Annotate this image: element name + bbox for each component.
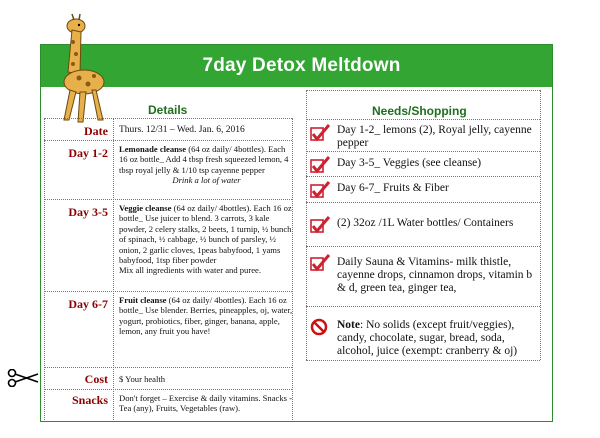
note-label: Note <box>337 319 360 331</box>
checkbox-checked-icon <box>309 124 331 142</box>
cleanse-name: Fruit cleanse <box>119 295 167 305</box>
grid-line <box>113 118 114 420</box>
grid-line <box>306 246 540 247</box>
grid-line <box>306 90 540 91</box>
cleanse-details: (64 oz daily/ 4bottles). Each 16 oz bottle_ Use blender. Berries, pineapples, oj, water, yogurt, probiotics, fiber, ginger, banana, apple, lemon, any fruit you have! <box>119 295 293 337</box>
need-item: Daily Sauna & Vitamins- milk thistle, cayenne drops, cinnamon drops, vitamin b & d, green tea, ginger tea, <box>337 256 533 294</box>
snacks-text: Don't forget – Exercise & daily vitamins. Snacks -Tea (any), Fruits, Vegetables (raw). <box>119 393 292 414</box>
needs-header: Needs/Shopping <box>372 104 467 118</box>
need-item: Day 3-5_ Veggies (see cleanse) <box>337 157 482 169</box>
day35-text <box>119 203 294 276</box>
checkbox-checked-icon <box>309 254 331 272</box>
prohibited-icon <box>310 318 328 336</box>
grid-line <box>44 140 292 141</box>
scissors-icon <box>6 369 40 387</box>
grid-line <box>44 291 292 292</box>
checkbox-checked-icon <box>309 156 331 174</box>
grid-line <box>44 389 292 390</box>
checkbox-checked-icon <box>309 216 331 234</box>
grid-line <box>306 151 540 152</box>
details-header: Details <box>148 103 188 117</box>
day67-text <box>119 295 294 337</box>
grid-line <box>306 306 540 307</box>
grid-line <box>306 90 307 360</box>
need-note <box>337 319 537 358</box>
need-item: Day 6-7_ Fruits & Fiber <box>337 182 449 194</box>
grid-line <box>306 176 540 177</box>
cleanse-name: Lemonade cleanse <box>119 144 187 154</box>
page-title: 7day Detox Meltdown <box>202 55 401 76</box>
row-label-snacks: Snacks <box>71 393 108 407</box>
cost-text: $ Your health <box>119 374 166 384</box>
note-text: : No solids (except fruit/veggies), candy, chocolate, sugar, bread, soda, alcohol, juice (exempt: cranberry & oj) <box>337 319 518 357</box>
grid-line <box>44 199 292 200</box>
giraffe-icon <box>54 12 124 124</box>
date-text: Thurs. 12/31 – Wed. Jan. 6, 2016 <box>119 125 245 135</box>
need-item: Day 1-2_ lemons (2), Royal jelly, cayenne pepper <box>337 124 532 149</box>
checkbox-checked-icon <box>309 181 331 199</box>
grid-line <box>306 202 540 203</box>
need-item: (2) 32oz /1L Water bottles/ Containers <box>337 217 514 229</box>
cleanse-details: (64 oz daily/ 4bottles). Each 16 oz bottle_ Add 4 tbsp fresh squeezed lemon, 4 tbsp royal jelly & 1/10 tsp cayenne pepper <box>119 144 289 175</box>
grid-line <box>540 90 541 360</box>
row-label-day67: Day 6-7 <box>68 297 108 311</box>
cleanse-note: Drink a lot of water <box>172 175 241 186</box>
row-label-date: Date <box>84 124 108 138</box>
grid-line <box>44 367 292 368</box>
row-label-cost: Cost <box>84 372 108 386</box>
grid-line <box>44 118 292 119</box>
row-label-day12: Day 1-2 <box>68 146 108 160</box>
grid-line <box>306 119 540 120</box>
cleanse-name: Veggie cleanse <box>119 203 172 213</box>
cleanse-note: Mix all ingredients with water and puree. <box>119 265 261 276</box>
day12-text <box>119 144 294 186</box>
row-label-day35: Day 3-5 <box>68 205 108 219</box>
cleanse-details: (64 oz daily/ 4bottles). Each 16 oz bottle_ Use juicer to blend. 3 carrots, 3 kale powder, 2 celery stalks, 2 beets, 1 turnip, ½ bunch of spinach, ½ cabbage, ½ bunch of parsley, ½ onion, 2 garlic cloves, 1peas babyfood, 1 yams babyfood, 1tsp fiber powder <box>119 203 292 266</box>
grid-line <box>306 360 540 361</box>
